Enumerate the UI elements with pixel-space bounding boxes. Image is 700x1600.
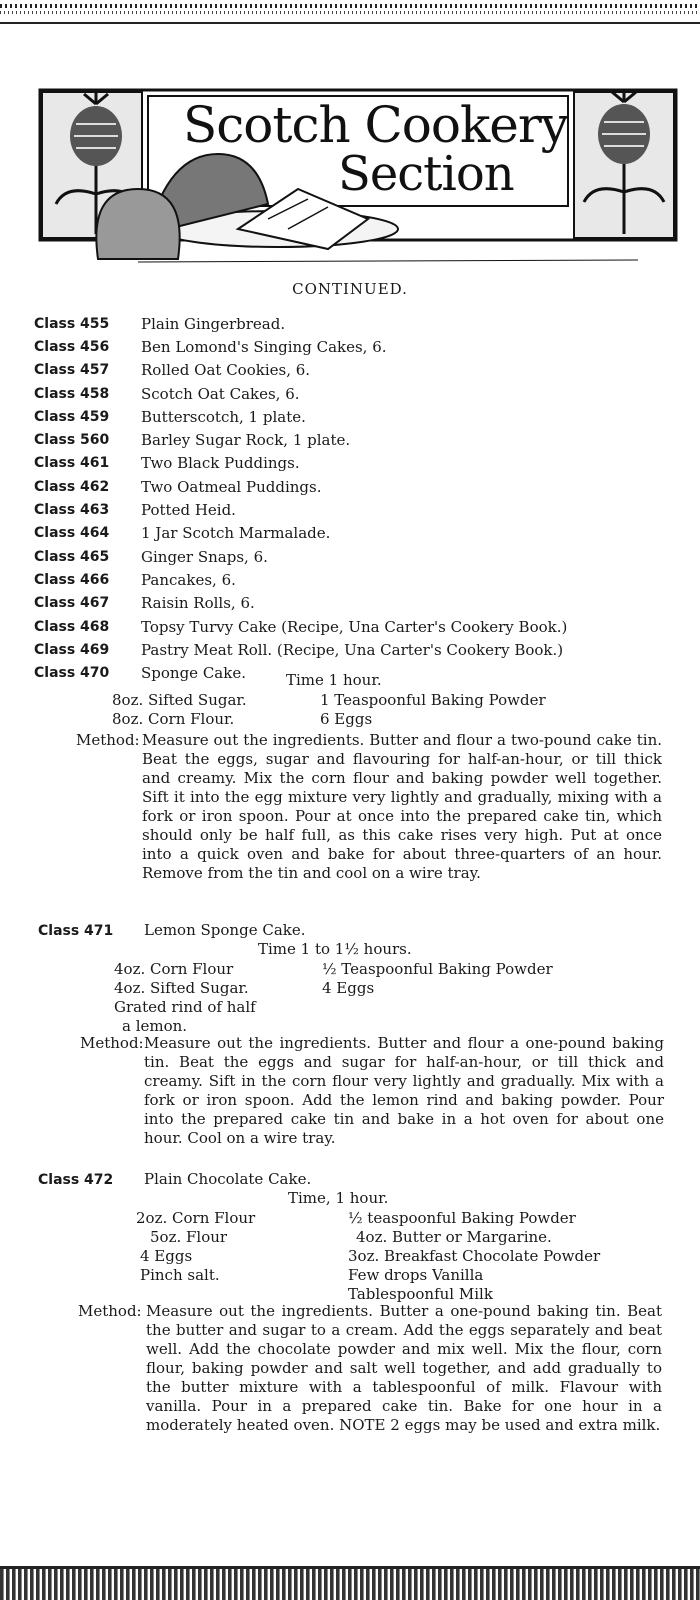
method-block [76,731,666,921]
class-label: Class 470 [34,665,110,682]
ingredient: 4 Eggs [322,979,375,997]
bottom-border-ornament [0,1566,700,1600]
thistle-icon [574,90,674,238]
method-text: Measure out the ingredients. Butter a one-pound baking tin. Beat the butter and sugar to a cream. Add the eggs separately and beat well. Add the chocolate powder and mix well. Mix the flour, corn flour, baking powder and salt well together, and add gradually to the butter mixture with a tablespoonful of milk. Flavour with vanilla. Pour in a prepared cake tin. Bake for one hour in a moderately heated oven. NOTE 2 eggs may be used and extra milk. [146,1302,662,1434]
class-label: Class 464 [34,525,110,542]
recipe-time: Time 1 hour. [286,671,382,689]
ingredient: Pinch salt. [140,1266,220,1284]
class-label: Class 458 [34,385,110,402]
ingredient: Tablespoonful Milk [348,1285,493,1303]
class-label: Class 471 [38,923,114,939]
banner-title-line2: Section [338,146,514,202]
class-label: Class 465 [34,548,110,565]
section-banner [38,84,678,264]
class-row [34,498,684,521]
class-row [38,1170,311,1188]
class-name: Two Oatmeal Puddings. [141,477,322,496]
class-name: Topsy Turvy Cake (Recipe, Una Carter's Cookery Book.) [141,617,568,636]
ingredient: 1 Teaspoonful Baking Powder [320,691,546,709]
class-name: Pancakes, 6. [141,570,236,589]
method-text: Measure out the ingredients. Butter and flour a one-pound baking tin. Beat the eggs and sugar for half-an-hour, or till thick and creamy. Sift in the corn flour very lightly and gradually. Mix with a fork or iron spoon. Add the lemon rind and baking powder. Pour into the prepared cake tin and bake in a hot oven for about one hour. Cool on a wire tray. [144,1034,664,1147]
class-label: Class 463 [34,502,110,519]
class-row [34,522,684,545]
class-row [34,545,684,568]
ingredient: 4oz. Corn Flour [114,960,234,978]
top-border-ornament [0,0,700,24]
class-row [34,382,684,405]
class-row [34,405,684,428]
class-list [34,312,684,685]
class-label: Class 466 [34,571,110,588]
class-row [34,638,684,661]
method-label: Method: [78,1302,142,1320]
class-label: Class 461 [34,455,110,472]
class-name: Barley Sugar Rock, 1 plate. [141,431,351,450]
class-name: Pastry Meat Roll. (Recipe, Una Carter's Cookery Book.) [141,640,564,659]
recipe-time: Time 1 to 1½ hours. [258,940,412,958]
class-name: Sponge Cake. [141,664,246,683]
ingredient: 8oz. Sifted Sugar. [112,691,247,709]
class-label: Class 456 [34,338,110,355]
ingredient: 8oz. Corn Flour. [112,710,235,728]
class-row [34,568,684,591]
class-name: Raisin Rolls, 6. [141,594,255,613]
class-label: Class 459 [34,408,110,425]
class-name: Ginger Snaps, 6. [141,547,268,566]
class-row [34,615,684,638]
class-name: 1 Jar Scotch Marmalade. [141,524,331,543]
ingredient: ½ teaspoonful Baking Powder [348,1209,576,1227]
class-name: Two Black Puddings. [141,454,300,473]
ingredient: Few drops Vanilla [348,1266,484,1284]
ingredient: ½ Teaspoonful Baking Powder [322,960,553,978]
class-row [34,335,684,358]
method-label: Method: [76,731,140,749]
class-row [38,921,306,939]
class-name: Plain Chocolate Cake. [144,1170,312,1188]
ingredient: Grated rind of half [114,998,256,1016]
ingredient: 4oz. Butter or Margarine. [356,1228,552,1246]
method-block [80,1034,670,1164]
method-block [78,1302,668,1472]
class-name: Ben Lomond's Singing Cakes, 6. [141,337,387,356]
class-label: Class 467 [34,595,110,612]
class-name: Plain Gingerbread. [141,314,286,333]
class-name: Potted Heid. [141,501,236,520]
class-label: Class 462 [34,478,110,495]
class-row [34,592,684,615]
class-row [34,312,684,335]
class-name: Butterscotch, 1 plate. [141,407,306,426]
class-row [34,359,684,382]
class-row [34,428,684,451]
class-name: Scotch Oat Cakes, 6. [141,384,300,403]
ingredient: 2oz. Corn Flour [136,1209,256,1227]
class-row [34,452,684,475]
class-label: Class 455 [34,315,110,332]
ingredient: 6 Eggs [320,710,373,728]
recipe-time: Time, 1 hour. [288,1189,389,1207]
banner-title-line1: Scotch Cookery [183,96,569,154]
class-label: Class 469 [34,641,110,658]
ingredient: 4oz. Sifted Sugar. [114,979,249,997]
continued-heading: CONTINUED. [292,280,408,298]
class-label: Class 560 [34,432,110,449]
class-row [34,475,684,498]
class-label: Class 468 [34,618,110,635]
method-text: Measure out the ingredients. Butter and flour a two-pound cake tin. Beat the eggs, sugar and flavouring for half-an-hour, or till thick and creamy. Mix the corn flour and baking powder well together. Sift it into the egg mixture very lightly and gradually, mixing with a fork or iron spoon. Pour at once into the prepared cake tin, which should only be half full, as this cake rises very high. Put at once into a quick oven and bake for about three-quarters of an hour. Remove from the tin and cool on a wire tray. [142,731,662,882]
ingredient: 4 Eggs [140,1247,193,1265]
ingredient: 5oz. Flour [150,1228,228,1246]
class-name: Rolled Oat Cookies, 6. [141,361,311,380]
class-label: Class 457 [34,362,110,379]
method-label: Method: [80,1034,144,1052]
ingredient: 3oz. Breakfast Chocolate Powder [348,1247,601,1265]
class-name: Lemon Sponge Cake. [144,921,306,939]
ingredient: a lemon. [122,1017,188,1035]
class-label: Class 472 [38,1172,114,1188]
